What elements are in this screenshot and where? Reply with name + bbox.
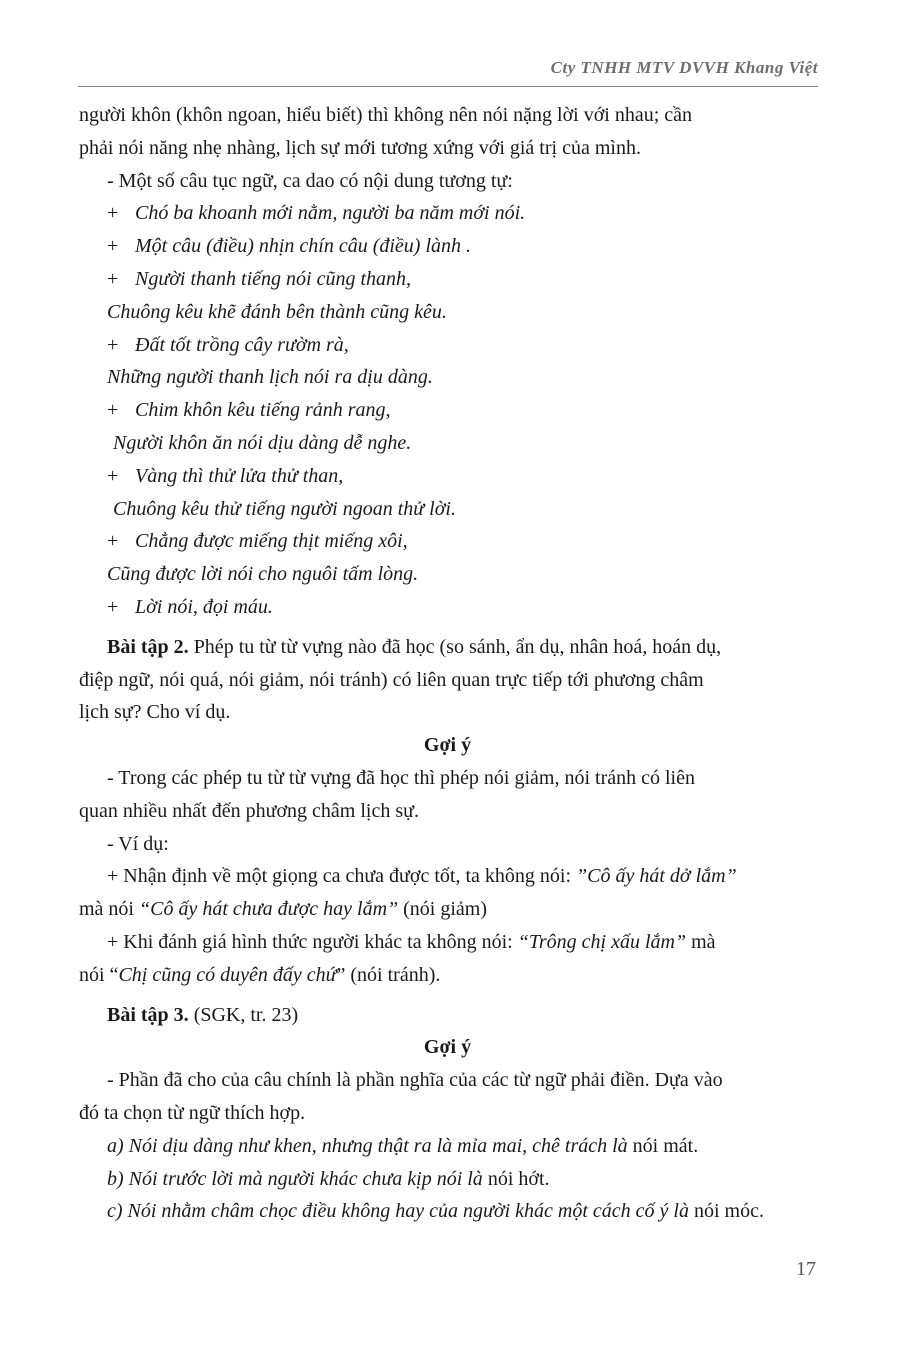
exercise-3-answer-2: đó ta chọn từ ngữ thích hợp. bbox=[79, 1101, 306, 1124]
intro-line-1: người khôn (khôn ngoan, hiểu biết) thì không nên nói nặng lời với nhau; cần bbox=[79, 104, 693, 126]
proverb-7-line-2: Cũng được lời nói cho nguôi tấm lòng. bbox=[107, 563, 419, 586]
exercise-2-hint-title: Gợi ý bbox=[423, 734, 472, 757]
page-number: 17 bbox=[796, 1258, 816, 1280]
bullet: + bbox=[107, 202, 119, 225]
exercise-3-answer-1: - Phần đã cho của câu chính là phần nghĩa của các từ ngữ phải điền. Dựa vào bbox=[107, 1069, 723, 1092]
exercise-2-question-2: điệp ngữ, nói quá, nói giảm, nói tránh) có liên quan trực tiếp tới phương châm bbox=[79, 668, 704, 691]
exercise-3-item-c: c) Nói nhằm châm chọc điều không hay của người khác một cách cố ý là nói móc. bbox=[107, 1200, 764, 1223]
bullet: + bbox=[107, 464, 119, 487]
header-divider bbox=[78, 86, 818, 87]
exercise-2-example-2: + Khi đánh giá hình thức người khác ta không nói: “Trông chị xấu lắm” mà bbox=[107, 930, 716, 953]
proverb-6: + Vàng thì thử lửa thử than, bbox=[79, 460, 816, 493]
exercise-2-question-1: Bài tập 2. Phép tu từ từ vựng nào đã học (so sánh, ẩn dụ, nhân hoá, hoán dụ, bbox=[107, 635, 722, 658]
publisher-header: Cty TNHH MTV DVVH Khang Việt bbox=[550, 58, 818, 77]
proverb-8: + Lời nói, đọi máu. bbox=[79, 591, 816, 624]
intro-line-2: phải nói năng nhẹ nhàng, lịch sự mới tương xứng với giá trị của mình. bbox=[79, 136, 641, 159]
exercise-2-example-1: + Nhận định về một giọng ca chưa được tốt, ta không nói: ”Cô ấy hát dở lắm” bbox=[107, 865, 737, 888]
proverb-2: + Một câu (điều) nhịn chín câu (điều) lành . bbox=[79, 230, 816, 263]
proverb-5: + Chim khôn kêu tiếng rảnh rang, bbox=[79, 394, 816, 427]
exercise-3-item-b: b) Nói trước lời mà người khác chưa kịp nói là nói hớt. bbox=[107, 1167, 550, 1190]
exercise-3-hint-title: Gợi ý bbox=[423, 1036, 472, 1059]
proverb-6-line-2: Chuông kêu thử tiếng người ngoan thử lời. bbox=[113, 497, 456, 520]
bullet: + bbox=[107, 595, 119, 618]
proverb-4: + Đất tốt trồng cây rườm rà, bbox=[79, 329, 816, 362]
exercise-2-question-3: lịch sự? Cho ví dụ. bbox=[79, 701, 231, 724]
page-content bbox=[79, 99, 816, 1228]
bullet: + bbox=[107, 399, 119, 422]
exercise-2-label: Bài tập 2. bbox=[107, 635, 189, 658]
proverb-3: + Người thanh tiếng nói cũng thanh, bbox=[79, 263, 816, 296]
proverb-3-line-2: Chuông kêu khẽ đánh bên thành cũng kêu. bbox=[107, 300, 447, 323]
exercise-2-example-1-cont: mà nói “Cô ấy hát chưa được hay lắm” (nói giảm) bbox=[79, 898, 488, 921]
bullet: + bbox=[107, 267, 119, 290]
bullet: + bbox=[107, 235, 119, 258]
proverb-1: + Chó ba khoanh mới nằm, người ba năm mới nói. bbox=[79, 197, 816, 230]
exercise-3-heading: Bài tập 3. (SGK, tr. 23) bbox=[107, 1003, 299, 1026]
exercise-2-example-label: - Ví dụ: bbox=[107, 832, 169, 855]
exercise-3-label: Bài tập 3. bbox=[107, 1003, 189, 1026]
proverb-7: + Chẳng được miếng thịt miếng xôi, bbox=[79, 525, 816, 558]
exercise-2-example-2-cont: nói “Chị cũng có duyên đấy chứ” (nói tránh). bbox=[79, 963, 441, 986]
exercise-2-answer-2: quan nhiều nhất đến phương châm lịch sự. bbox=[79, 799, 419, 822]
proverbs-intro: - Một số câu tục ngữ, ca dao có nội dung tương tự: bbox=[107, 169, 513, 192]
bullet: + bbox=[107, 530, 119, 553]
proverb-4-line-2: Những người thanh lịch nói ra dịu dàng. bbox=[107, 366, 433, 389]
bullet: + bbox=[107, 333, 119, 356]
proverb-5-line-2: Người khôn ăn nói dịu dàng dễ nghe. bbox=[113, 431, 412, 454]
exercise-3-item-a: a) Nói dịu dàng như khen, nhưng thật ra là mỉa mai, chê trách là nói mát. bbox=[107, 1134, 699, 1157]
exercise-2-answer-1: - Trong các phép tu từ từ vựng đã học thì phép nói giảm, nói tránh có liên bbox=[107, 766, 695, 789]
